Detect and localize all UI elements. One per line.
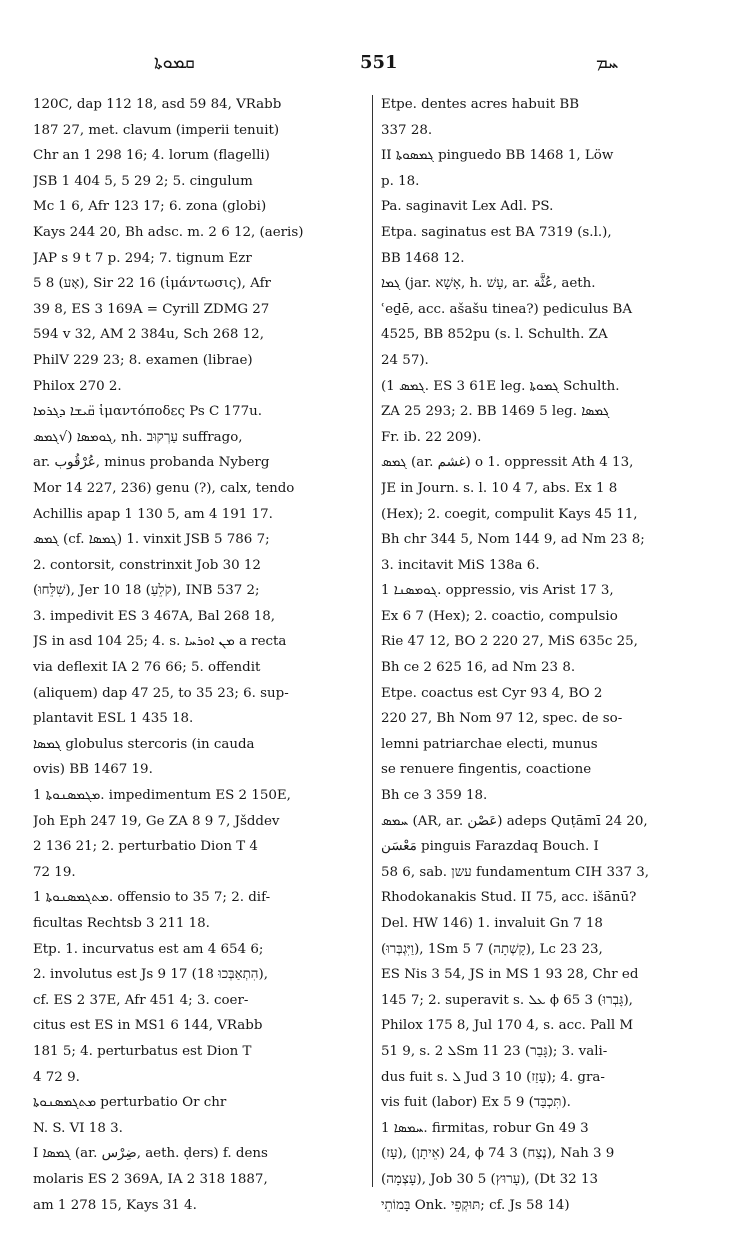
entry-line: Mor 14 227, 236) genu (?), calx, tendo: [33, 480, 295, 496]
entry-line: Kays 244 20, Bh adsc. m. 2 6 12, (aeris): [33, 224, 304, 240]
entry-line: Rhodokanakis Stud. II 75, acc. išānū?: [381, 890, 637, 906]
entry-line: I ܓܡܣܐ (ar. ضِرْس, aeth. ḍers) f. dens: [33, 1146, 268, 1162]
entry-line: (ܓܡܣ 1. ES 3 61E leg. ܓܡܘܬܐ Schulth.: [381, 378, 620, 394]
entry-line: 2. involutus est Js 9 17 (18 הִתְאַבְּכוּ),: [33, 967, 268, 983]
entry-line: Chr an 1 298 16; 4. lorum (flagelli): [33, 148, 270, 164]
entry-line: Rie 47 12, BO 2 220 27, MiS 635c 25,: [381, 634, 638, 650]
entry-line: Etp. 1. incurvatus est am 4 654 6;: [33, 941, 264, 957]
entry-line: ʿeḏē, acc. ašašu tinea?) pediculus BA: [381, 301, 633, 317]
entry-line: 145 7; 2. superavit s. ܥܠ ϕ 65 3 (גָּבְרוּ),: [381, 992, 633, 1008]
entry-line: ES Nis 3 54, JS in MS 1 93 28, Chr ed: [381, 967, 639, 983]
entry-line: 51 9, s. ܠ 2Sm 11 23 (גָּבַר); 3. vali-: [381, 1043, 608, 1059]
entry-line: 72 19.: [33, 864, 76, 880]
entry-line: ܚܡܣܐ 1. firmitas, robur Gn 49 3: [381, 1120, 589, 1136]
entry-line: Achillis apap 1 130 5, am 4 191 17.: [33, 506, 273, 522]
entry-line: ܩ̈ܝܫܐ ܕܓܪܡܐ ἱμαντόποδες Ps C 177u.: [33, 404, 262, 420]
entry-line: 187 27, met. clavum (imperii tenuit): [33, 122, 280, 138]
entry-line: vis fuit (labor) Ex 5 9 (תִּכְבַּד).: [381, 1095, 571, 1111]
column-divider: [372, 95, 373, 1187]
entry-line: Bh ce 2 625 16, ad Nm 23 8.: [381, 660, 576, 676]
entry-line: Etpe. coactus est Cyr 93 4, BO 2: [381, 685, 603, 701]
entry-line: N. S. VI 18 3.: [33, 1120, 123, 1136]
entry-line: II ܓܡܣܘܬܐ pinguedo BB 1468 1, Löw: [381, 148, 614, 164]
entry-line: 24 57).: [381, 352, 429, 368]
page-number: 551: [360, 52, 398, 73]
entry-line: (Hex); 2. coegit, compulit Kays 45 11,: [381, 506, 638, 522]
entry-line: JS in asd 104 25; 4. s. ܡܢ ܐܘܪܚܐ a recta: [33, 634, 287, 650]
entry-line: JSB 1 404 5, 5 29 2; 5. cingulum: [33, 173, 253, 189]
entry-line: 220 27, Bh Nom 97 12, spec. de so-: [381, 711, 623, 727]
entry-line: se renuere fingentis, coactione: [381, 762, 592, 778]
entry-line: (שִׁלֵּחוּ), Jer 10 18 (קֹלֵעַ), INB 537 2;: [33, 583, 260, 599]
entry-line: 58 6, sab. עשן fundamentum CIH 337 3,: [381, 864, 650, 880]
entry-line: Pa. saginavit Lex Adl. PS.: [381, 199, 554, 215]
entry-line: 2 136 21; 2. perturbatio Dion T 4: [33, 839, 258, 855]
entry-line: ܡܬܓܡܣܢܘܬܐ perturbatio Or chr: [33, 1095, 227, 1111]
running-head-left: ܩܡܘܬܐ: [154, 52, 195, 73]
entry-line: lemni patriarchae electi, munus: [381, 736, 598, 752]
entry-line: Etpa. saginatus est BA 7319 (s.l.),: [381, 224, 612, 240]
entry-line: Fr. ib. 22 209).: [381, 429, 482, 445]
entry-line: Bh ce 3 359 18.: [381, 788, 488, 804]
entry-line: molaris ES 2 369A, IA 2 318 1887,: [33, 1171, 268, 1187]
entry-line: 337 28.: [381, 122, 433, 138]
entry-line: (aliquem) dap 47 25, to 35 23; 6. sup-: [33, 685, 289, 701]
entry-line: ܓܡܐ (jar. אָשָׁא, h. עָשׁ, ar. عُثَّة, aeth.: [381, 276, 596, 292]
entry-line: בָּמוֹתֵי Onk. תּוּקְפֵי; cf. Js 58 14): [381, 1197, 570, 1213]
entry-line: Joh Eph 247 19, Ge ZA 8 9 7, Jšddev: [33, 813, 280, 829]
entry-line: 39 8, ES 3 169A = Cyrill ZDMG 27: [33, 301, 270, 317]
entry-line: 4 72 9.: [33, 1069, 80, 1085]
entry-line: (עָז), 24 (אֵיתָן), ϕ 74 3 (נֶצַח), Nah 3 9: [381, 1146, 615, 1162]
entry-line: via deflexit IA 2 76 66; 5. offendit: [33, 660, 261, 676]
entry-line: (עָצְמָה), Job 30 5 (עָרוּץ), (Dt 32 13: [381, 1171, 598, 1187]
entry-line: BB 1468 12.: [381, 250, 465, 266]
entry-line: ܡܓܡܣܢܘܬܐ 1. impedimentum ES 2 150E,: [33, 788, 291, 804]
entry-line: ܓܘܡܣܐ (√ܓܡܣ, nh. עַרְקוּב suffrago,: [33, 429, 243, 445]
entry-line: PhilV 229 23; 8. examen (librae): [33, 352, 253, 368]
entry-line: Bh chr 344 5, Nom 144 9, ad Nm 23 8;: [381, 532, 645, 548]
entry-line: Philox 175 8, Jul 170 4, s. acc. Pall M: [381, 1018, 634, 1034]
entry-line: ܓܘܡܣܢܐ 1. oppressio, vis Arist 17 3,: [381, 583, 614, 599]
running-head-right: ܚܡ: [596, 52, 619, 73]
entry-line: Ex 6 7 (Hex); 2. coactio, compulsio: [381, 608, 618, 624]
entry-line: 2. contorsit, constrinxit Job 30 12: [33, 557, 261, 573]
entry-line: cf. ES 2 37E, Afr 451 4; 3. coer-: [33, 992, 249, 1008]
entry-line: 3. incitavit MiS 138a 6.: [381, 557, 540, 573]
entry-line: JE in Journ. s. l. 10 4 7, abs. Ex 1 8: [381, 480, 618, 496]
entry-line: (וַיִּגְבְּרוּ), 1Sm 5 7 (קָשְׁתָה), Lc 23 23,: [381, 941, 603, 957]
entry-line: مَعْسَن pinguis Farazdaq Bouch. I: [381, 839, 599, 855]
entry-line: 120C, dap 112 18, asd 59 84, VRabb: [33, 97, 282, 112]
entry-line: 594 v 32, AM 2 384u, Sch 268 12,: [33, 327, 264, 343]
entry-line: 181 5; 4. perturbatus est Dion T: [33, 1043, 252, 1059]
entry-line: citus est ES in MS1 6 144, VRabb: [33, 1018, 263, 1034]
entry-line: ficultas Rechtsb 3 211 18.: [33, 916, 210, 931]
entry-line: 5 8 (אָע), Sir 22 16 (ἱμάντωσις), Afr: [33, 276, 271, 292]
entry-line: ZA 25 293; 2. BB 1469 5 leg. ܓܡܣܐ: [381, 404, 610, 420]
left-column: [33, 92, 361, 1218]
right-column: [381, 92, 715, 1218]
entry-line: am 1 278 15, Kays 31 4.: [33, 1197, 197, 1213]
page-header: [36, 52, 716, 78]
entry-line: 3. impedivit ES 3 467A, Bal 268 18,: [33, 608, 276, 624]
entry-line: ar. عُرْقُوب, minus probanda Nyberg: [33, 455, 270, 471]
entry-line: ܓܡܣ (cf. ܓܡܣܐ) 1. vinxit JSB 5 786 7;: [33, 532, 270, 548]
entry-line: JAP s 9 t 7 p. 294; 7. tignum Ezr: [33, 250, 252, 266]
entry-line: Etpe. dentes acres habuit BB: [381, 97, 580, 112]
entry-line: ܡܬܓܡܣܢܘܬܐ 1. offensio to 35 7; 2. dif-: [33, 890, 271, 906]
entry-line: Del. HW 146) 1. invaluit Gn 7 18: [381, 916, 603, 931]
entry-line: plantavit ESL 1 435 18.: [33, 711, 194, 727]
entry-line: dus fuit s. ܠ Jud 3 10 (עָזַז); 4. gra-: [381, 1069, 605, 1085]
entry-line: Philox 270 2.: [33, 378, 122, 394]
entry-line: Mc 1 6, Afr 123 17; 6. zona (globi): [33, 199, 267, 215]
entry-line: p. 18.: [381, 173, 420, 189]
entry-line: ܚܡܣ (AR, ar. عَصْن) adeps Quṭāmī 24 20,: [381, 813, 648, 829]
entry-line: ܓܡܣ (ar. غشم) o 1. oppressit Ath 4 13,: [381, 455, 634, 471]
entry-line: ܓܡܣܐ globulus stercoris (in cauda: [33, 736, 255, 752]
entry-line: ovis) BB 1467 19.: [33, 762, 153, 778]
entry-line: 4525, BB 852pu (s. l. Schulth. ZA: [381, 327, 608, 343]
